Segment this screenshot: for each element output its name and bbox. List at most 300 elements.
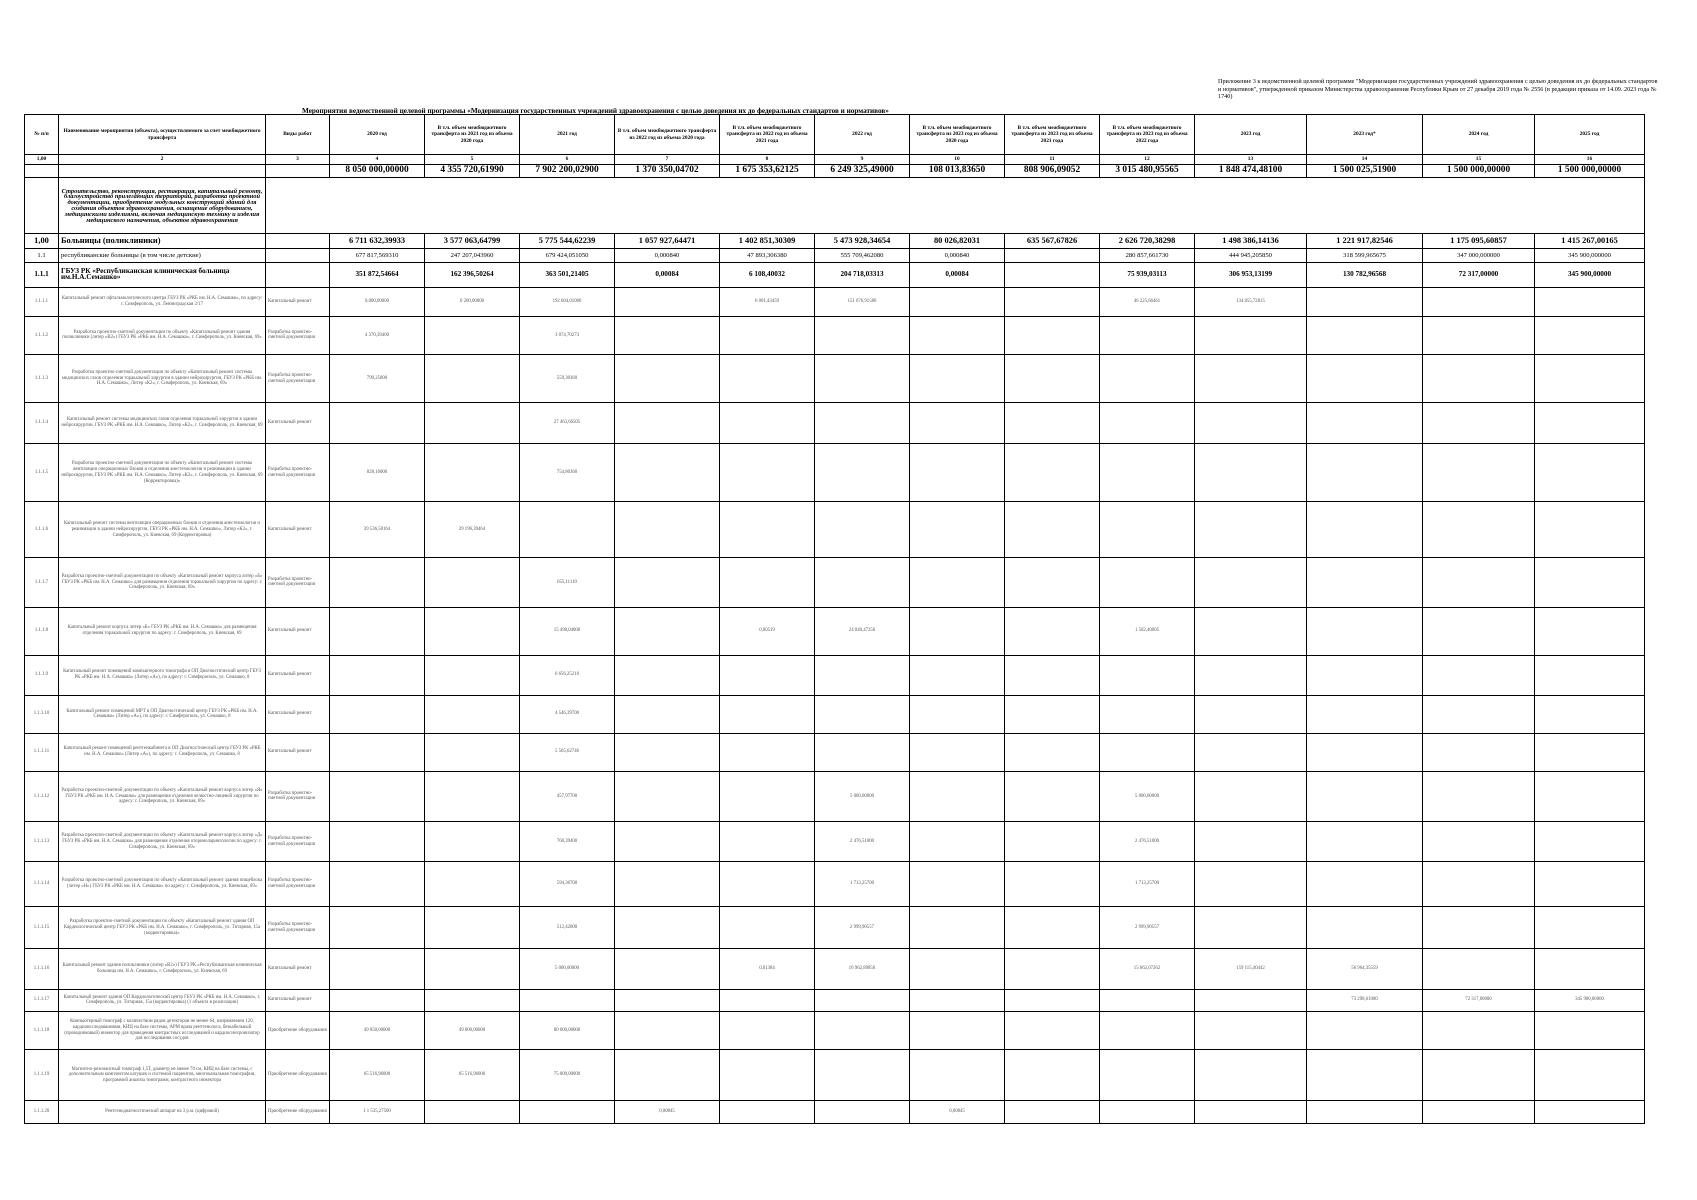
- row-value: [1535, 949, 1645, 989]
- row-value: [910, 354, 1005, 402]
- row-value: [720, 822, 815, 862]
- row-value: [1100, 655, 1195, 695]
- row-value: 2 999,90557: [1100, 907, 1195, 949]
- row-name: Рентгенодиагностический аппарат на 3 р.м. (цифровой): [59, 1101, 266, 1124]
- row-number: 1.1.1.15: [25, 907, 59, 949]
- row-value: [910, 607, 1005, 655]
- total-value-cell: 6 249 325,49000: [815, 165, 910, 178]
- row-value: [615, 989, 720, 1011]
- total-blank-cell: [25, 165, 59, 178]
- table-row: [25, 287, 1645, 316]
- row-value: [1423, 949, 1535, 989]
- row-value: [1005, 1050, 1100, 1101]
- row-value: 828,16000: [330, 444, 425, 502]
- row-value: [615, 949, 720, 989]
- row-value: [1535, 354, 1645, 402]
- row-value: 151 676,91580: [815, 287, 910, 316]
- row-value: 73 298,61000: [1307, 989, 1423, 1011]
- row-value: [1535, 822, 1645, 862]
- row-value: [1307, 695, 1423, 733]
- row-value: [1423, 733, 1535, 771]
- row-value: [1005, 263, 1100, 288]
- row-work-type: Приобретение оборудования: [266, 1012, 330, 1050]
- column-number-cell: 9: [815, 155, 910, 165]
- row-value: [425, 949, 520, 989]
- table-row: [25, 317, 1645, 355]
- row-value: [330, 733, 425, 771]
- column-number-cell: 11: [1005, 155, 1100, 165]
- row-value: [1005, 502, 1100, 558]
- row-value: [330, 822, 425, 862]
- row-value: [910, 403, 1005, 444]
- row-value: 15 662,07262: [1100, 949, 1195, 989]
- row-value: [1005, 354, 1100, 402]
- row-value: [1423, 907, 1535, 949]
- row-value: [910, 907, 1005, 949]
- row-value: [1005, 862, 1100, 907]
- row-value: [910, 733, 1005, 771]
- row-name: Разработка проектно-сметной документации по объекту «Капитальный ремонт корпуса литер «Я» ГБУЗ РК «РКБ им. Н.А. Семашко» для размещения отделения челюстно-лицевой хирургии по адресу: г. Симферополь, ул. Киевская, 69»: [59, 771, 266, 821]
- row-value: [1535, 862, 1645, 907]
- header-cell: 2025 год: [1535, 115, 1645, 155]
- column-number-cell: 12: [1100, 155, 1195, 165]
- total-value-cell: 1 500 000,00000: [1535, 165, 1645, 178]
- row-value: [615, 317, 720, 355]
- column-number-row: [25, 155, 1645, 165]
- row-value: 47 893,306380: [720, 248, 815, 263]
- column-number-cell: 15: [1423, 155, 1535, 165]
- row-value: [425, 862, 520, 907]
- row-number: 1.1.1.16: [25, 949, 59, 989]
- row-work-type: Капитальный ремонт: [266, 287, 330, 316]
- row-value: 5 000,00000: [815, 771, 910, 821]
- row-value: 5 000,00000: [1100, 771, 1195, 821]
- row-value: [1535, 695, 1645, 733]
- row-value: 6 656,25210: [520, 655, 615, 695]
- row-value: [330, 403, 425, 444]
- row-value: 27 463,66505: [520, 403, 615, 444]
- row-value: [815, 1050, 910, 1101]
- row-name: ГБУЗ РК «Республиканская клиническая больница им.Н.А.Семашко»: [59, 263, 266, 288]
- row-value: 5 473 928,34654: [815, 234, 910, 249]
- column-number-cell: 16: [1535, 155, 1645, 165]
- row-value: [910, 287, 1005, 316]
- row-value: [1100, 695, 1195, 733]
- row-name: Капитальный ремонт системы вентиляции операционных блоков и отделения анестезиологии и реанимации в здании нейрохирургии, ГБУЗ РК «РКБ им. Н.А. Семашко», Литер «К2», г. Симферополь, ул. Киевская, 69 (Корректировка): [59, 502, 266, 558]
- row-value: 1 415 267,00165: [1535, 234, 1645, 249]
- row-value: [1423, 317, 1535, 355]
- row-value: 0,000,00000: [330, 287, 425, 316]
- header-cell: В т.ч. объем межбюджетного трансферта из 2022 год из объема 2020 года: [615, 115, 720, 155]
- table-row: [25, 862, 1645, 907]
- row-name: Капитальный ремонт офтальмологического центра ГБУЗ РК «РКБ им. Н.А. Семашко», по адресу: г. Симферополь, ул. Ленинградская 2/17: [59, 287, 266, 316]
- row-name: Капитальный ремонт помещений МРТ в ОП Диагностический центр ГБУЗ РК «РКБ им. Н.А. Семашко» (Литер «А»), по адресу: г. Симферополь, ул. Семашко, 8: [59, 695, 266, 733]
- row-value: 345 900,000000: [1535, 248, 1645, 263]
- row-value: [1005, 822, 1100, 862]
- header-cell: 2024 год: [1423, 115, 1535, 155]
- row-name: Разработка проектно-сметной документации по объекту «Капитальный ремонт здания поликлиники (литер «В2») ГБУЗ РК «РКБ им. Н.А. Семашко», г. Симферополь, ул. Киевская, 69»: [59, 317, 266, 355]
- row-value: 56 964,35559: [1307, 949, 1423, 989]
- row-value: [1423, 444, 1535, 502]
- row-value: 0 200,00000: [425, 287, 520, 316]
- row-value: [1195, 502, 1307, 558]
- row-value: [720, 907, 815, 949]
- row-value: [1195, 822, 1307, 862]
- row-value: 1 502,40005: [1100, 607, 1195, 655]
- row-value: [815, 989, 910, 1011]
- total-value-cell: 1 500 000,00000: [1423, 165, 1535, 178]
- row-value: 247 207,043960: [425, 248, 520, 263]
- row-value: [1535, 1101, 1645, 1124]
- row-value: [425, 403, 520, 444]
- row-value: 594,36700: [520, 862, 615, 907]
- row-value: [1535, 733, 1645, 771]
- row-work-type: [266, 263, 330, 288]
- row-name: Капитальный ремонт корпуса литер «Б» ГБУЗ РК «РКБ им. Н.А. Семашко» для размещения отделения торакальной хирургии по адресу: г. Симферополь, ул. Киевская, 69: [59, 607, 266, 655]
- header-cell: 2020 год: [330, 115, 425, 155]
- row-value: 49 050,00000: [330, 1012, 425, 1050]
- row-value: [1195, 862, 1307, 907]
- row-value: [425, 354, 520, 402]
- header-cell: 2023 год: [1195, 115, 1307, 155]
- row-value: 512,42000: [520, 907, 615, 949]
- row-value: 6 108,40032: [720, 263, 815, 288]
- row-value: [1423, 1101, 1535, 1124]
- row-value: 345 900,00000: [1535, 263, 1645, 288]
- row-value: [720, 862, 815, 907]
- row-value: [1307, 558, 1423, 607]
- section-row: [25, 178, 1645, 234]
- row-value: [1535, 558, 1645, 607]
- table-row: [25, 771, 1645, 821]
- row-number: 1.1.1.4: [25, 403, 59, 444]
- row-value: [615, 354, 720, 402]
- row-value: [1195, 444, 1307, 502]
- table-row: [25, 822, 1645, 862]
- total-value-cell: 1 500 025,51900: [1307, 165, 1423, 178]
- row-value: 754,80360: [520, 444, 615, 502]
- row-value: [520, 989, 615, 1011]
- row-value: [1195, 907, 1307, 949]
- row-value: 347 000,000000: [1423, 248, 1535, 263]
- row-value: [1195, 607, 1307, 655]
- row-number: 1.1.1.9: [25, 655, 59, 695]
- row-number: 1.1: [25, 248, 59, 263]
- row-value: [1307, 444, 1423, 502]
- row-value: 4 370,39400: [330, 317, 425, 355]
- row-value: [1307, 1101, 1423, 1124]
- total-value-cell: 8 050 000,00000: [330, 165, 425, 178]
- row-value: 677 817,569310: [330, 248, 425, 263]
- row-number: 1.1.1.18: [25, 1012, 59, 1050]
- row-value: 0,000840: [615, 248, 720, 263]
- row-value: 555 709,462080: [815, 248, 910, 263]
- row-number: 1.1.1: [25, 263, 59, 288]
- row-name: республиканские больницы (в том числе детские): [59, 248, 266, 263]
- row-value: [910, 695, 1005, 733]
- row-work-type: Разработка проектно-сметной документации: [266, 771, 330, 821]
- row-value: [425, 695, 520, 733]
- column-number-cell: 5: [425, 155, 520, 165]
- row-work-type: [266, 248, 330, 263]
- row-number: 1.1.1.1: [25, 287, 59, 316]
- row-value: [1005, 248, 1100, 263]
- row-value: [615, 822, 720, 862]
- total-value-cell: 4 355 720,61990: [425, 165, 520, 178]
- table-row: [25, 949, 1645, 989]
- row-value: [1423, 558, 1535, 607]
- row-value: [330, 695, 425, 733]
- row-name: Разработка проектно-сметной документации по объекту «Капитальный ремонт здания ОП Кардиологический центр ГБУЗ РК «РКБ им. Н.А. Семашко», г. Симферополь, ул. Титарная, 15а (корректировка)»: [59, 907, 266, 949]
- row-value: [815, 1012, 910, 1050]
- row-value: [425, 989, 520, 1011]
- row-number: 1.1.1.10: [25, 695, 59, 733]
- row-value: 4 546,39700: [520, 695, 615, 733]
- row-value: [1423, 287, 1535, 316]
- row-value: [1535, 444, 1645, 502]
- row-value: 2 626 720,38298: [1100, 234, 1195, 249]
- row-value: 5 000,00000: [520, 949, 615, 989]
- row-value: 345 900,00000: [1535, 989, 1645, 1011]
- header-cell: 2023 год*: [1307, 115, 1423, 155]
- row-value: [1100, 558, 1195, 607]
- row-value: [1535, 403, 1645, 444]
- row-value: 16 962,89850: [815, 949, 910, 989]
- program-table: [24, 114, 1645, 1124]
- row-value: [1535, 1050, 1645, 1101]
- row-value: [1100, 1101, 1195, 1124]
- row-value: 2 476,51000: [815, 822, 910, 862]
- row-value: [1307, 655, 1423, 695]
- row-value: [720, 1012, 815, 1050]
- header-cell: В т.ч. объем межбюджетного трансферта из 2023 год из объема 2021 года: [1005, 115, 1100, 155]
- row-value: [615, 771, 720, 821]
- row-value: [815, 695, 910, 733]
- row-value: [1423, 695, 1535, 733]
- column-number-cell: 14: [1307, 155, 1423, 165]
- row-value: 1 175 095,60857: [1423, 234, 1535, 249]
- row-value: [1423, 655, 1535, 695]
- row-work-type: Капитальный ремонт: [266, 403, 330, 444]
- row-name: Больницы (поликлиники): [59, 234, 266, 249]
- row-value: 39 196,39464: [425, 502, 520, 558]
- column-number-cell: 1,00: [25, 155, 59, 165]
- row-value: [1005, 771, 1100, 821]
- row-work-type: Разработка проектно-сметной документации: [266, 862, 330, 907]
- row-work-type: Разработка проектно-сметной документации: [266, 317, 330, 355]
- row-value: 635 567,67826: [1005, 234, 1100, 249]
- row-value: [1423, 1050, 1535, 1101]
- row-value: [815, 1101, 910, 1124]
- table-row: [25, 502, 1645, 558]
- row-value: 351 872,54664: [330, 263, 425, 288]
- row-work-type: Капитальный ремонт: [266, 949, 330, 989]
- row-value: 1 057 927,64471: [615, 234, 720, 249]
- row-value: 46 225,66461: [1100, 287, 1195, 316]
- row-value: [1005, 558, 1100, 607]
- row-value: 5 565,62746: [520, 733, 615, 771]
- row-value: [1535, 607, 1645, 655]
- row-value: [1195, 403, 1307, 444]
- row-value: 318 599,965675: [1307, 248, 1423, 263]
- row-value: [1307, 862, 1423, 907]
- row-value: 0,00845: [910, 1101, 1005, 1124]
- row-value: [1100, 989, 1195, 1011]
- table-row: [25, 354, 1645, 402]
- row-number: 1.1.1.13: [25, 822, 59, 862]
- row-number: 1.1.1.8: [25, 607, 59, 655]
- column-number-cell: 13: [1195, 155, 1307, 165]
- row-value: [1535, 1012, 1645, 1050]
- row-value: [910, 1012, 1005, 1050]
- column-number-cell: 7: [615, 155, 720, 165]
- row-number: 1.1.1.19: [25, 1050, 59, 1101]
- row-work-type: Приобретение оборудования: [266, 1050, 330, 1101]
- row-name: Капитальный ремонт помещений рентгенкабинета в ОП Диагностический центр ГБУЗ РК «РКБ им. Н.А. Семашко» (Литер «А»), по адресу: г. Симферополь, ул. Семашко, 8: [59, 733, 266, 771]
- row-value: [720, 771, 815, 821]
- row-value: [910, 558, 1005, 607]
- row-value: [815, 444, 910, 502]
- row-value: [1100, 403, 1195, 444]
- row-value: 2 999,90557: [815, 907, 910, 949]
- total-blank-cell: [266, 165, 330, 178]
- row-value: [1100, 444, 1195, 502]
- section-cell-blank: [266, 178, 1645, 234]
- row-value: [1423, 1012, 1535, 1050]
- row-number: 1.1.1.3: [25, 354, 59, 402]
- row-number: 1.1.1.7: [25, 558, 59, 607]
- row-value: 444 945,205850: [1195, 248, 1307, 263]
- row-value: [910, 862, 1005, 907]
- row-value: 134 855,72815: [1195, 287, 1307, 316]
- row-value: [1307, 822, 1423, 862]
- row-value: [615, 695, 720, 733]
- row-value: [615, 502, 720, 558]
- column-number-cell: 4: [330, 155, 425, 165]
- row-value: 1 221 917,82546: [1307, 234, 1423, 249]
- row-name: Разработка проектно-сметной документации по объекту «Капитальный ремонт здания пищеблока (литер «Н») ГБУЗ РК «РКБ им. Н.А. Семашко» по адресу: г. Симферополь, ул. Киевская, 69»: [59, 862, 266, 907]
- header-cell: В т.ч. объем межбюджетного трансферта из 2023 год из объема 2020 года: [910, 115, 1005, 155]
- header-cell: Виды работ: [266, 115, 330, 155]
- row-value: [1307, 733, 1423, 771]
- row-value: [910, 502, 1005, 558]
- row-value: [615, 558, 720, 607]
- row-value: [910, 822, 1005, 862]
- row-value: [815, 558, 910, 607]
- total-value-cell: 1 370 350,04702: [615, 165, 720, 178]
- row-value: [425, 1101, 520, 1124]
- row-value: [1005, 287, 1100, 316]
- row-value: 0,00084: [615, 263, 720, 288]
- row-value: [1100, 317, 1195, 355]
- document-title: Мероприятия ведомственной целевой программы «Модернизация государственных учреждений здравоохранения с целью доведения их до федеральных стандартов и нормативов»: [302, 107, 889, 115]
- row-work-type: [266, 234, 330, 249]
- row-value: [1005, 1101, 1100, 1124]
- row-work-type: Капитальный ремонт: [266, 655, 330, 695]
- row-value: [1423, 771, 1535, 821]
- row-value: [720, 558, 815, 607]
- row-value: [1005, 733, 1100, 771]
- row-value: 0,000840: [910, 248, 1005, 263]
- row-value: 162 396,50264: [425, 263, 520, 288]
- row-value: 5 775 544,62239: [520, 234, 615, 249]
- row-value: 6 001,43459: [720, 287, 815, 316]
- row-value: 760,39400: [520, 822, 615, 862]
- row-value: [615, 862, 720, 907]
- row-value: [425, 607, 520, 655]
- table-row: [25, 234, 1645, 249]
- row-value: [815, 655, 910, 695]
- row-value: [1535, 655, 1645, 695]
- row-value: 65 516,96000: [330, 1050, 425, 1101]
- row-value: 204 718,03313: [815, 263, 910, 288]
- row-work-type: Капитальный ремонт: [266, 502, 330, 558]
- row-name: Разработка проектно-сметной документации по объекту «Капитальный ремонт корпуса литер «Д» ГБУЗ РК «РКБ им. Н.А. Семашко» для размещения отделения оториноларингологии по адресу: г. Симферополь, ул. Киевская, 69»: [59, 822, 266, 862]
- row-name: Капитальный ремонт системы медицинских газов отделения торакальной хирургии в здании нейрохирургии, ГБУЗ РК «РКБ им. Н.А. Семашко», Литер «К2», г. Симферополь, ул. Киевская, 69: [59, 403, 266, 444]
- row-work-type: Разработка проектно-сметной документации: [266, 354, 330, 402]
- row-value: [815, 317, 910, 355]
- row-value: [330, 989, 425, 1011]
- row-value: [1195, 1012, 1307, 1050]
- row-number: 1.1.1.2: [25, 317, 59, 355]
- table-row: [25, 1050, 1645, 1101]
- row-value: 457,97700: [520, 771, 615, 821]
- row-value: [910, 949, 1005, 989]
- row-value: 72 317,00000: [1423, 989, 1535, 1011]
- row-value: 65 516,96000: [425, 1050, 520, 1101]
- row-number: 1.1.1.5: [25, 444, 59, 502]
- header-cell: 2022 год: [815, 115, 910, 155]
- row-value: 280 857,661730: [1100, 248, 1195, 263]
- table-row: [25, 695, 1645, 733]
- table-row: [25, 444, 1645, 502]
- row-value: 1 1 535,27500: [330, 1101, 425, 1124]
- row-value: [1307, 403, 1423, 444]
- row-number: 1.1.1.6: [25, 502, 59, 558]
- row-value: [720, 403, 815, 444]
- row-value: [330, 862, 425, 907]
- row-work-type: Приобретение оборудования: [266, 1101, 330, 1124]
- row-value: [1195, 1101, 1307, 1124]
- table-row: [25, 1101, 1645, 1124]
- row-value: [615, 1050, 720, 1101]
- row-work-type: Разработка проектно-сметной документации: [266, 444, 330, 502]
- row-work-type: Капитальный ремонт: [266, 733, 330, 771]
- row-value: [910, 655, 1005, 695]
- table-row: [25, 989, 1645, 1011]
- row-value: [815, 502, 910, 558]
- row-value: [330, 607, 425, 655]
- row-value: [1535, 317, 1645, 355]
- row-number: 1.1.1.12: [25, 771, 59, 821]
- row-value: 3 074,70273: [520, 317, 615, 355]
- table-row: [25, 607, 1645, 655]
- row-value: 363 501,21405: [520, 263, 615, 288]
- row-value: [1307, 907, 1423, 949]
- row-value: [1195, 354, 1307, 402]
- row-work-type: Разработка проектно-сметной документации: [266, 907, 330, 949]
- row-value: [330, 655, 425, 695]
- row-value: [425, 771, 520, 821]
- row-value: [720, 1050, 815, 1101]
- row-value: [615, 1012, 720, 1050]
- row-value: 0,00845: [615, 1101, 720, 1124]
- row-number: 1.1.1.11: [25, 733, 59, 771]
- row-value: [1423, 403, 1535, 444]
- row-name: Разработка проектно-сметной документации по объекту «Капитальный ремонт системы медицинских газов отделения торакальной хирургии в здании нейрохирургии, ГБУЗ РК «РКБ им. Н.А. Семашко», Литер «К2», г. Симферополь, ул. Киевская, 69»: [59, 354, 266, 402]
- row-value: [1195, 733, 1307, 771]
- row-value: [910, 989, 1005, 1011]
